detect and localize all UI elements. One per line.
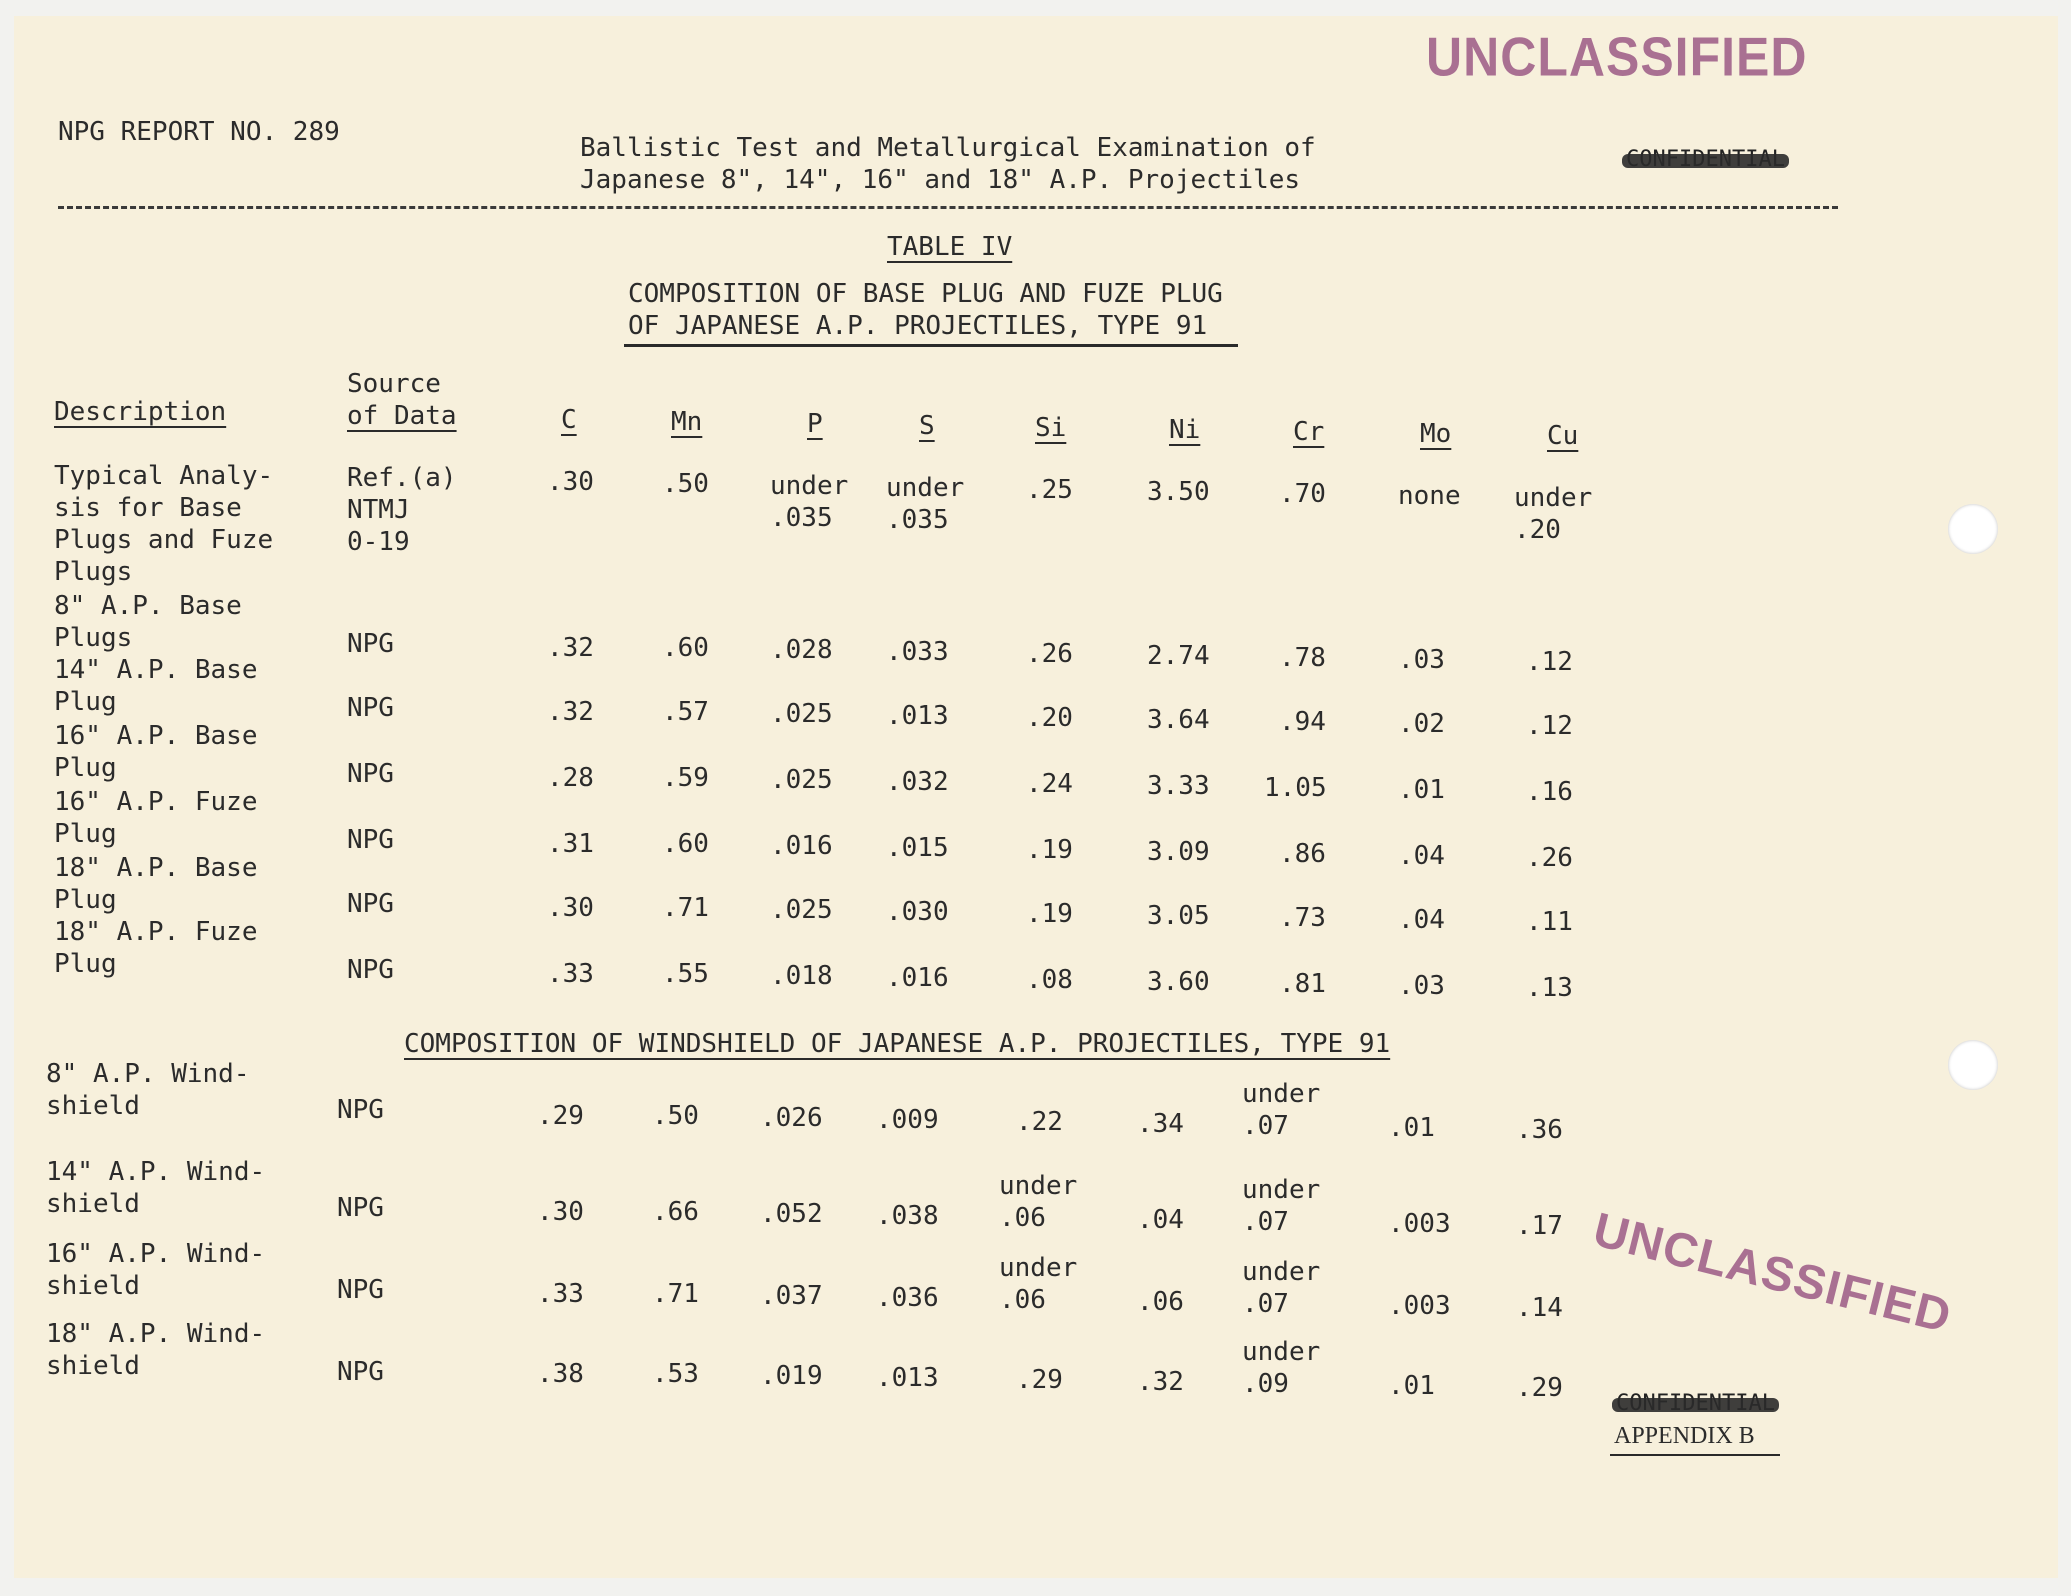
cell-si: .29 — [1016, 1365, 1063, 1395]
row-source: NPG — [347, 693, 394, 723]
cell-p: .037 — [760, 1281, 823, 1311]
cell-ni: .04 — [1137, 1205, 1184, 1235]
cell-c: .38 — [537, 1359, 584, 1389]
cell-s: .032 — [886, 767, 949, 797]
cell-cu: .17 — [1516, 1211, 1563, 1241]
cell-si: under .06 — [999, 1253, 1078, 1315]
header-si: Si — [1035, 413, 1067, 443]
cell-cu: .16 — [1526, 777, 1573, 807]
row-source: NPG — [347, 955, 394, 985]
cell-s: .015 — [886, 833, 949, 863]
cell-mn: .71 — [652, 1279, 699, 1309]
header-description: Description — [54, 397, 227, 427]
cell-c: .30 — [547, 893, 594, 923]
row-description: 14" A.P. Base Plug — [54, 655, 258, 717]
cell-c: .32 — [547, 633, 594, 663]
header-mn: Mn — [671, 407, 703, 437]
row-source: NPG — [347, 629, 394, 659]
header-s: S — [919, 411, 935, 441]
cell-c: .31 — [547, 829, 594, 859]
report-number: NPG REPORT NO. 289 — [58, 117, 340, 147]
cell-p: .052 — [760, 1199, 823, 1229]
cell-mn: .50 — [652, 1101, 699, 1131]
cell-ni: 3.09 — [1147, 837, 1210, 867]
cell-ni: .32 — [1137, 1367, 1184, 1397]
header-c: C — [561, 405, 577, 435]
cell-cu: .12 — [1526, 647, 1573, 677]
cell-cu: .36 — [1516, 1115, 1563, 1145]
cell-cu: .12 — [1526, 711, 1573, 741]
cell-cr: .86 — [1279, 839, 1326, 869]
header-source-line2: of Data — [347, 401, 457, 431]
cell-cr: under .07 — [1242, 1079, 1321, 1141]
cell-si: .08 — [1026, 965, 1073, 995]
cell-mo: .04 — [1398, 905, 1445, 935]
row-source: NPG — [337, 1357, 384, 1387]
typical-c: .30 — [547, 467, 594, 497]
cell-p: .016 — [770, 831, 833, 861]
row-source: NPG — [337, 1275, 384, 1305]
cell-cr: .73 — [1279, 903, 1326, 933]
typical-description: Typical Analy- sis for Base Plugs and Fuze Plugs — [54, 461, 274, 587]
cell-ni: 3.05 — [1147, 901, 1210, 931]
cell-s: .013 — [876, 1363, 939, 1393]
cell-mo: .003 — [1388, 1291, 1451, 1321]
cell-si: .20 — [1026, 703, 1073, 733]
cell-s: .036 — [876, 1283, 939, 1313]
cell-mo: .02 — [1398, 709, 1445, 739]
cell-mo: .03 — [1398, 971, 1445, 1001]
cell-si: .19 — [1026, 835, 1073, 865]
cell-p: .025 — [770, 895, 833, 925]
cell-cr: .78 — [1279, 643, 1326, 673]
header-mo: Mo — [1420, 419, 1452, 449]
cell-p: .028 — [770, 635, 833, 665]
cell-cr: 1.05 — [1264, 773, 1327, 803]
cell-c: .28 — [547, 763, 594, 793]
punch-hole — [1948, 1040, 1998, 1090]
cell-ni: .34 — [1137, 1109, 1184, 1139]
unclassified-stamp-top: UNCLASSIFIED — [1426, 26, 1808, 88]
cell-mo: .03 — [1398, 645, 1445, 675]
cell-s: .013 — [886, 701, 949, 731]
table-caption-line1: COMPOSITION OF BASE PLUG AND FUZE PLUG — [628, 279, 1223, 309]
cell-ni: 3.60 — [1147, 967, 1210, 997]
cell-si: .22 — [1016, 1107, 1063, 1137]
cell-ni: 3.33 — [1147, 771, 1210, 801]
cell-c: .30 — [537, 1197, 584, 1227]
header-source-line1: Source — [347, 369, 441, 399]
cell-p: .025 — [770, 699, 833, 729]
cell-ni: .06 — [1137, 1287, 1184, 1317]
cell-ni: 2.74 — [1147, 641, 1210, 671]
cell-cr: under .07 — [1242, 1175, 1321, 1237]
typical-ni: 3.50 — [1147, 477, 1210, 507]
cell-si: .19 — [1026, 899, 1073, 929]
typical-mo: none — [1398, 481, 1461, 511]
row-source: NPG — [347, 889, 394, 919]
unclassified-stamp-bottom: UNCLASSIFIED — [1588, 1203, 1957, 1344]
typical-mn: .50 — [662, 469, 709, 499]
row-description: 16" A.P. Fuze Plug — [54, 787, 258, 849]
cell-s: .016 — [886, 963, 949, 993]
row-description: 18" A.P. Wind- shield — [46, 1319, 266, 1381]
cell-si: .24 — [1026, 769, 1073, 799]
cell-cr: under .07 — [1242, 1257, 1321, 1319]
appendix-underline — [1610, 1454, 1780, 1456]
cell-mn: .66 — [652, 1197, 699, 1227]
cell-cu: .29 — [1516, 1373, 1563, 1403]
cell-cu: .11 — [1526, 907, 1573, 937]
document-page — [14, 16, 2058, 1578]
header-cu: Cu — [1547, 421, 1579, 451]
row-source: NPG — [347, 825, 394, 855]
report-title-line2: Japanese 8", 14", 16" and 18" A.P. Projectiles — [580, 165, 1301, 195]
row-description: 16" A.P. Wind- shield — [46, 1239, 266, 1301]
cell-mn: .71 — [662, 893, 709, 923]
cell-ni: 3.64 — [1147, 705, 1210, 735]
row-source: NPG — [337, 1095, 384, 1125]
cell-c: .32 — [547, 697, 594, 727]
cell-p: .026 — [760, 1103, 823, 1133]
struck-classification-bottom — [1616, 1390, 1775, 1418]
header-ni: Ni — [1169, 415, 1201, 445]
windshield-caption: COMPOSITION OF WINDSHIELD OF JAPANESE A.P. PROJECTILES, TYPE 91 — [404, 1029, 1391, 1059]
row-description: 8" A.P. Wind- shield — [46, 1059, 250, 1121]
cell-cu: .14 — [1516, 1293, 1563, 1323]
cell-mo: .01 — [1398, 775, 1445, 805]
cell-mn: .59 — [662, 763, 709, 793]
typical-si: .25 — [1026, 475, 1073, 505]
cell-cr: .94 — [1279, 707, 1326, 737]
cell-c: .33 — [537, 1279, 584, 1309]
cell-mn: .53 — [652, 1359, 699, 1389]
typical-cr: .70 — [1279, 479, 1326, 509]
typical-p: under .035 — [770, 471, 849, 533]
table-caption-line2: OF JAPANESE A.P. PROJECTILES, TYPE 91 — [628, 311, 1208, 341]
cell-cu: .13 — [1526, 973, 1573, 1003]
row-description: 8" A.P. Base Plugs — [54, 591, 242, 653]
caption-underline — [624, 344, 1238, 347]
cell-c: .29 — [537, 1101, 584, 1131]
row-description: 14" A.P. Wind- shield — [46, 1157, 266, 1219]
cell-mn: .57 — [662, 697, 709, 727]
table-number: TABLE IV — [887, 232, 1013, 262]
cell-p: .018 — [770, 961, 833, 991]
cell-mo: .01 — [1388, 1371, 1435, 1401]
cell-s: .009 — [876, 1105, 939, 1135]
cell-p: .025 — [770, 765, 833, 795]
struck-classification-top — [1626, 146, 1785, 174]
header-p: P — [807, 409, 823, 439]
cell-p: .019 — [760, 1361, 823, 1391]
cell-si: under .06 — [999, 1171, 1078, 1233]
typical-s: under .035 — [886, 473, 965, 535]
row-description: 18" A.P. Base Plug — [54, 853, 258, 915]
cell-mo: .04 — [1398, 841, 1445, 871]
row-source: NPG — [347, 759, 394, 789]
row-source: NPG — [337, 1193, 384, 1223]
cell-mo: .003 — [1388, 1209, 1451, 1239]
cell-s: .033 — [886, 637, 949, 667]
header-cr: Cr — [1293, 417, 1325, 447]
cell-s: .038 — [876, 1201, 939, 1231]
cell-si: .26 — [1026, 639, 1073, 669]
appendix-label: APPENDIX B — [1614, 1423, 1755, 1449]
cell-cr: under .09 — [1242, 1337, 1321, 1399]
punch-hole — [1948, 504, 1998, 554]
header-divider — [58, 206, 1838, 209]
typical-cu: under .20 — [1514, 483, 1593, 545]
cell-mn: .60 — [662, 829, 709, 859]
cell-mo: .01 — [1388, 1113, 1435, 1143]
typical-source: Ref.(a) NTMJ 0-19 — [347, 463, 457, 557]
report-title-line1: Ballistic Test and Metallurgical Examination of — [580, 133, 1316, 163]
cell-s: .030 — [886, 897, 949, 927]
cell-cr: .81 — [1279, 969, 1326, 999]
cell-cu: .26 — [1526, 843, 1573, 873]
cell-c: .33 — [547, 959, 594, 989]
cell-mn: .60 — [662, 633, 709, 663]
row-description: 18" A.P. Fuze Plug — [54, 917, 258, 979]
cell-mn: .55 — [662, 959, 709, 989]
row-description: 16" A.P. Base Plug — [54, 721, 258, 783]
